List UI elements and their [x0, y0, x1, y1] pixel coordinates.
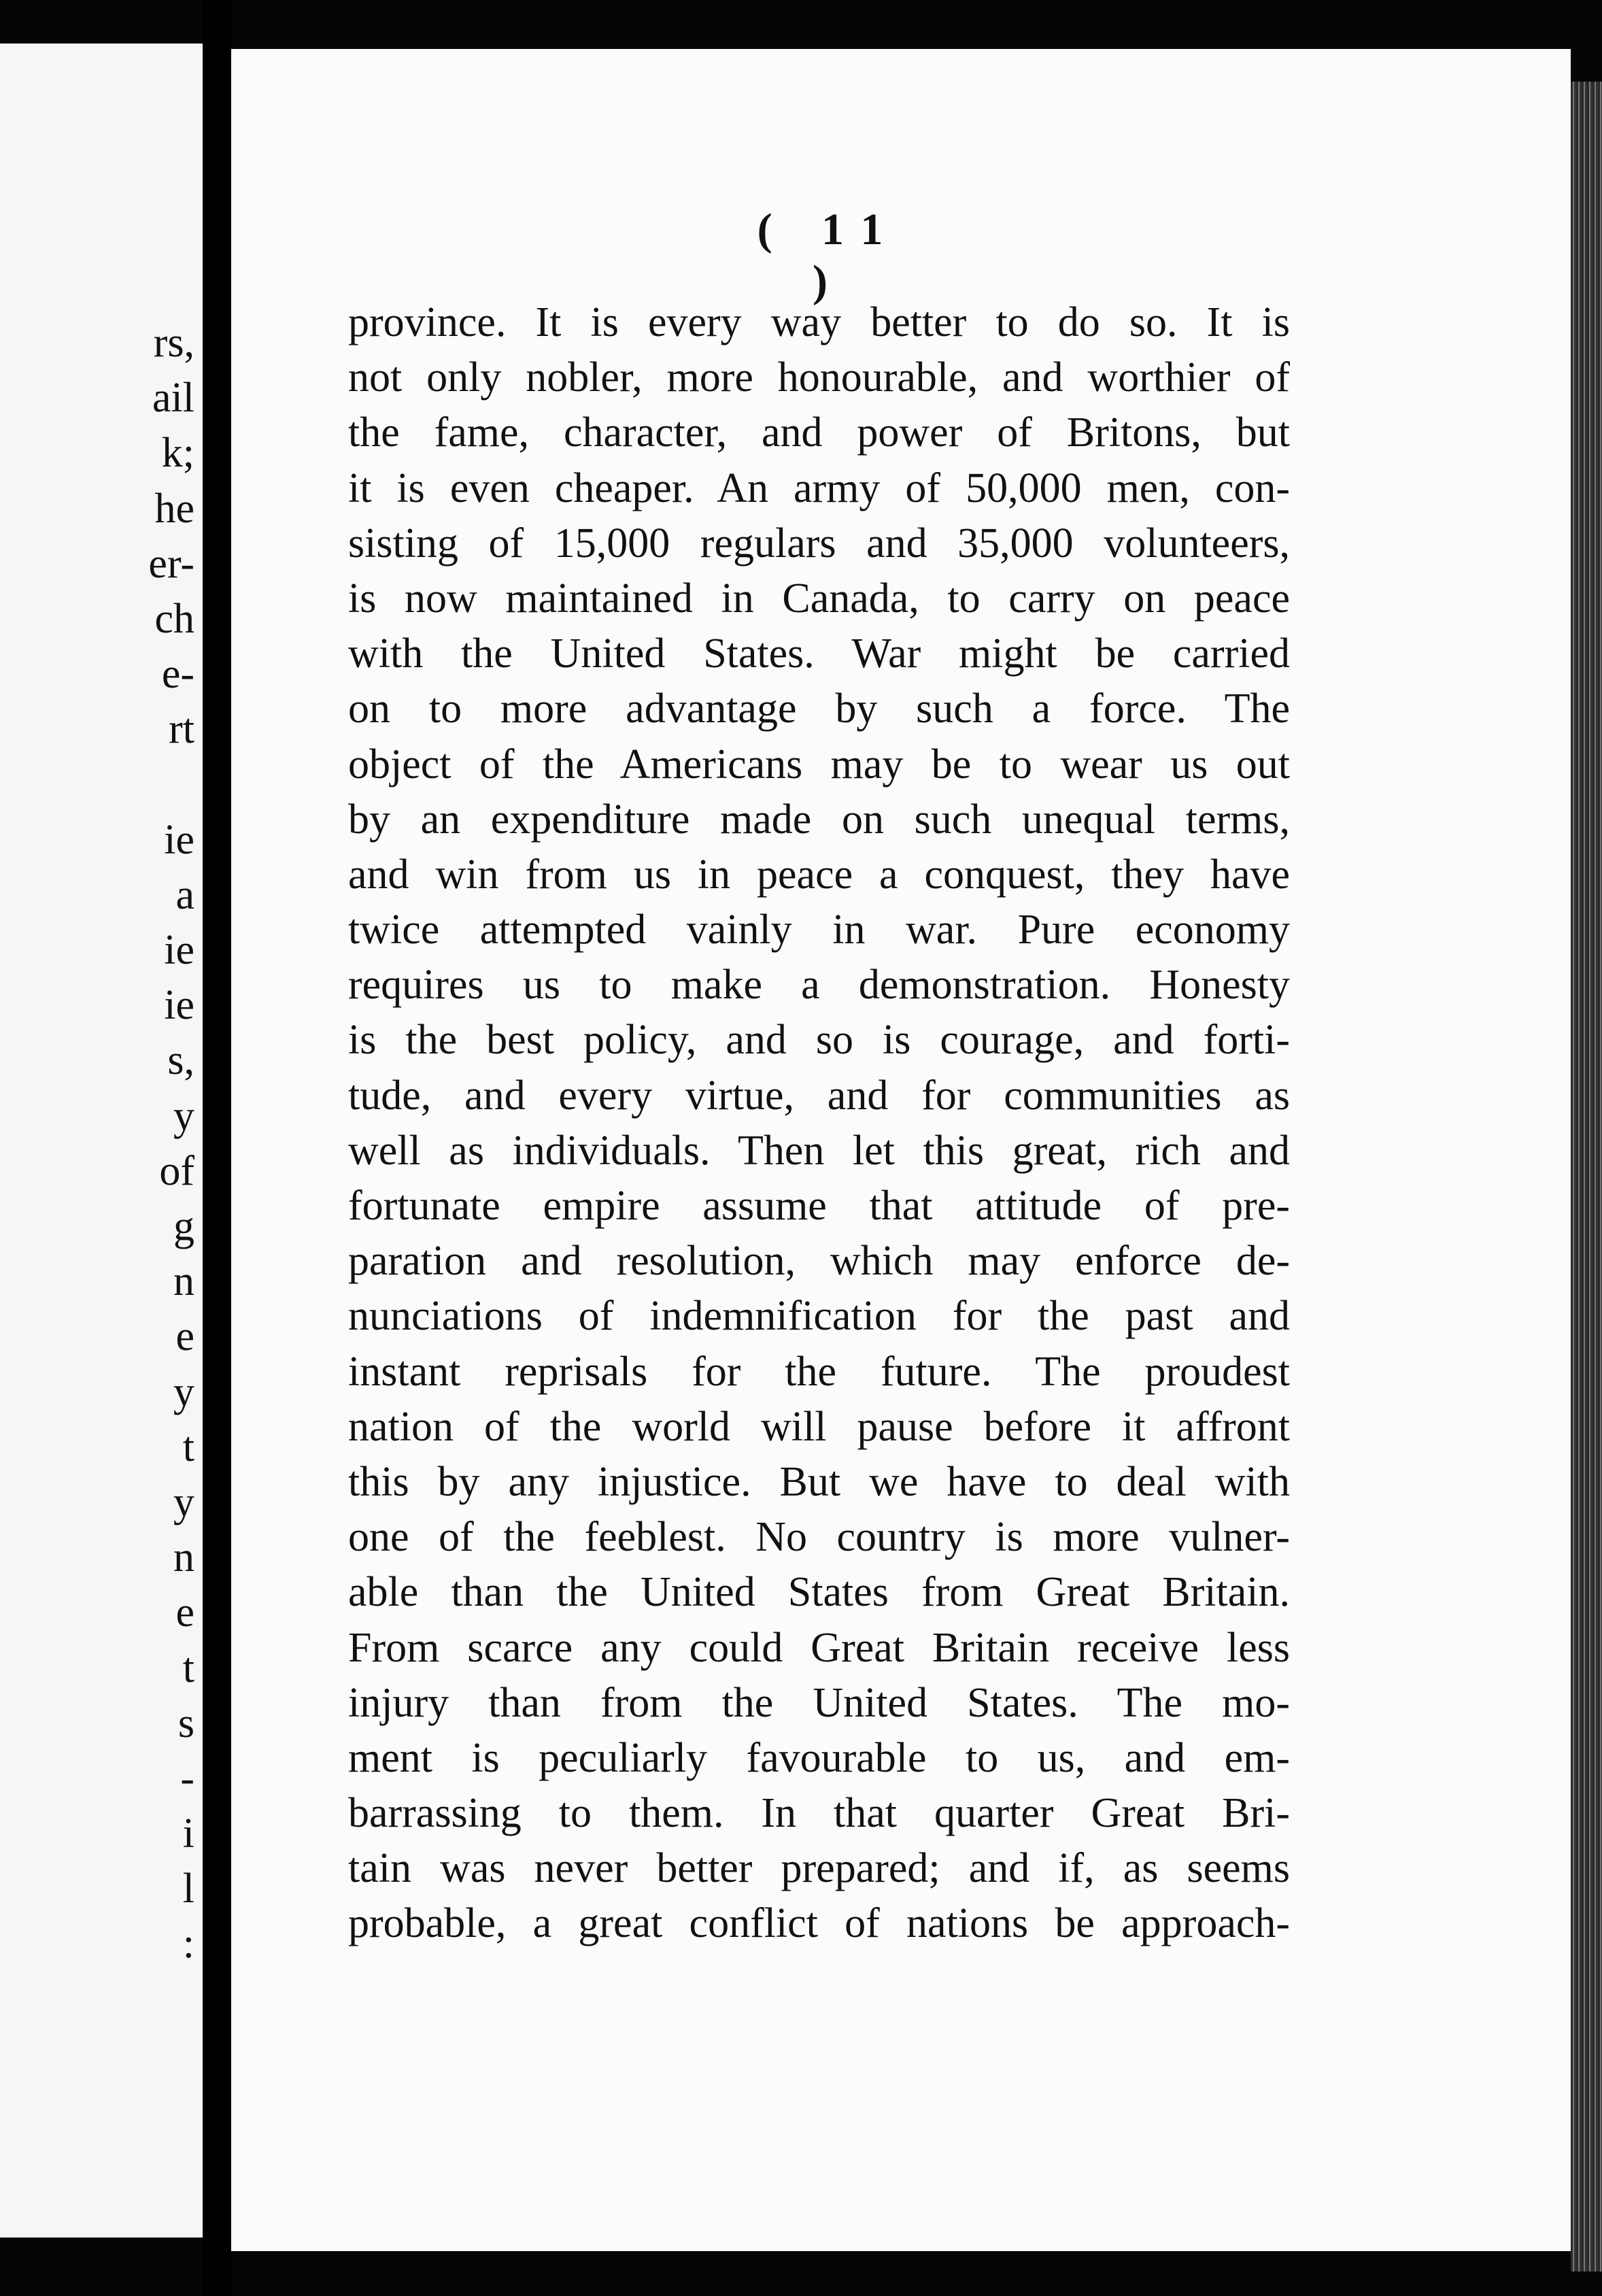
text-line: is the best policy, and so is courage, and forti-	[348, 1017, 1290, 1064]
left-fragment: y	[173, 1092, 194, 1139]
left-fragment: ail	[152, 375, 194, 422]
text-line: is now maintained in Canada, to carry on peace	[348, 575, 1290, 622]
text-line: injury than from the United States. The mo-	[348, 1679, 1290, 1726]
text-line: ment is peculiarly favourable to us, and em-	[348, 1734, 1290, 1781]
text-line: requires us to make a demonstration. Honesty	[348, 962, 1290, 1009]
left-fragment: a	[175, 871, 194, 918]
text-line: probable, a great conflict of nations be approach-	[348, 1900, 1290, 1947]
text-line: tude, and every virtue, and for communities as	[348, 1072, 1290, 1119]
text-line: by an expenditure made on such unequal terms,	[348, 796, 1290, 843]
left-fragment: n	[173, 1534, 194, 1581]
left-fragment: g	[173, 1203, 194, 1249]
left-fragment: -	[180, 1755, 194, 1802]
left-fragment: ie	[164, 982, 194, 1029]
left-page-edge	[0, 44, 203, 2238]
left-fragment: t	[182, 1423, 194, 1470]
left-fragment: of	[159, 1147, 194, 1194]
text-line: able than the United States from Great Britain.	[348, 1569, 1290, 1616]
page-fore-edge	[1571, 82, 1602, 2272]
left-fragment: k;	[161, 430, 194, 477]
left-fragment: ch	[154, 595, 194, 642]
text-line: sisting of 15,000 regulars and 35,000 volunteers,	[348, 520, 1290, 567]
text-line: twice attempted vainly in war. Pure economy	[348, 907, 1290, 953]
left-fragment: ie	[164, 927, 194, 974]
text-line: this by any injustice. But we have to deal with	[348, 1458, 1290, 1505]
left-fragment: rs,	[153, 320, 194, 366]
text-line: not only nobler, more honourable, and worthier of	[348, 354, 1290, 401]
text-line: on to more advantage by such a force. The	[348, 686, 1290, 732]
text-line: instant reprisals for the future. The proudest	[348, 1348, 1290, 1395]
text-line: province. It is every way better to do so. It is	[348, 299, 1290, 345]
text-line: the fame, character, and power of Britons, but	[348, 409, 1290, 456]
left-fragment: y	[173, 1368, 194, 1415]
text-line: one of the feeblest. No country is more vulner-	[348, 1514, 1290, 1561]
text-line: From scarce any could Great Britain receive less	[348, 1624, 1290, 1671]
left-fragment: l	[182, 1866, 194, 1912]
left-fragment: n	[173, 1258, 194, 1305]
left-fragment: t	[182, 1644, 194, 1691]
left-page-text-fragments	[0, 316, 203, 1972]
left-fragment	[0, 758, 203, 813]
left-fragment: :	[182, 1921, 194, 1968]
left-fragment: y	[173, 1479, 194, 1525]
left-fragment: i	[182, 1810, 194, 1857]
left-fragment: e	[175, 1313, 194, 1360]
page-number: ( 11 )	[757, 205, 902, 306]
book-gutter	[203, 0, 231, 2296]
text-line: well as individuals. Then let this great, rich and	[348, 1127, 1290, 1174]
left-fragment: e-	[161, 651, 194, 698]
text-line: with the United States. War might be carried	[348, 630, 1290, 677]
text-line: and win from us in peace a conquest, they have	[348, 851, 1290, 898]
text-line: barrassing to them. In that quarter Great Bri-	[348, 1790, 1290, 1837]
text-line: tain was never better prepared; and if, as seems	[348, 1845, 1290, 1892]
left-fragment: s,	[167, 1037, 194, 1084]
text-line: nunciations of indemnification for the past and	[348, 1293, 1290, 1340]
left-fragment: er-	[148, 540, 194, 587]
left-fragment: ie	[164, 816, 194, 863]
text-line: nation of the world will pause before it affront	[348, 1403, 1290, 1450]
text-line: object of the Americans may be to wear us out	[348, 741, 1290, 788]
text-line: it is even cheaper. An army of 50,000 men, con-	[348, 465, 1290, 511]
text-line: paration and resolution, which may enforce de-	[348, 1238, 1290, 1285]
text-line: fortunate empire assume that attitude of pre-	[348, 1183, 1290, 1229]
left-fragment: he	[154, 485, 194, 532]
left-fragment: rt	[169, 706, 194, 753]
body-text	[348, 295, 1290, 1952]
left-fragment: e	[175, 1589, 194, 1636]
left-fragment: s	[177, 1700, 194, 1746]
